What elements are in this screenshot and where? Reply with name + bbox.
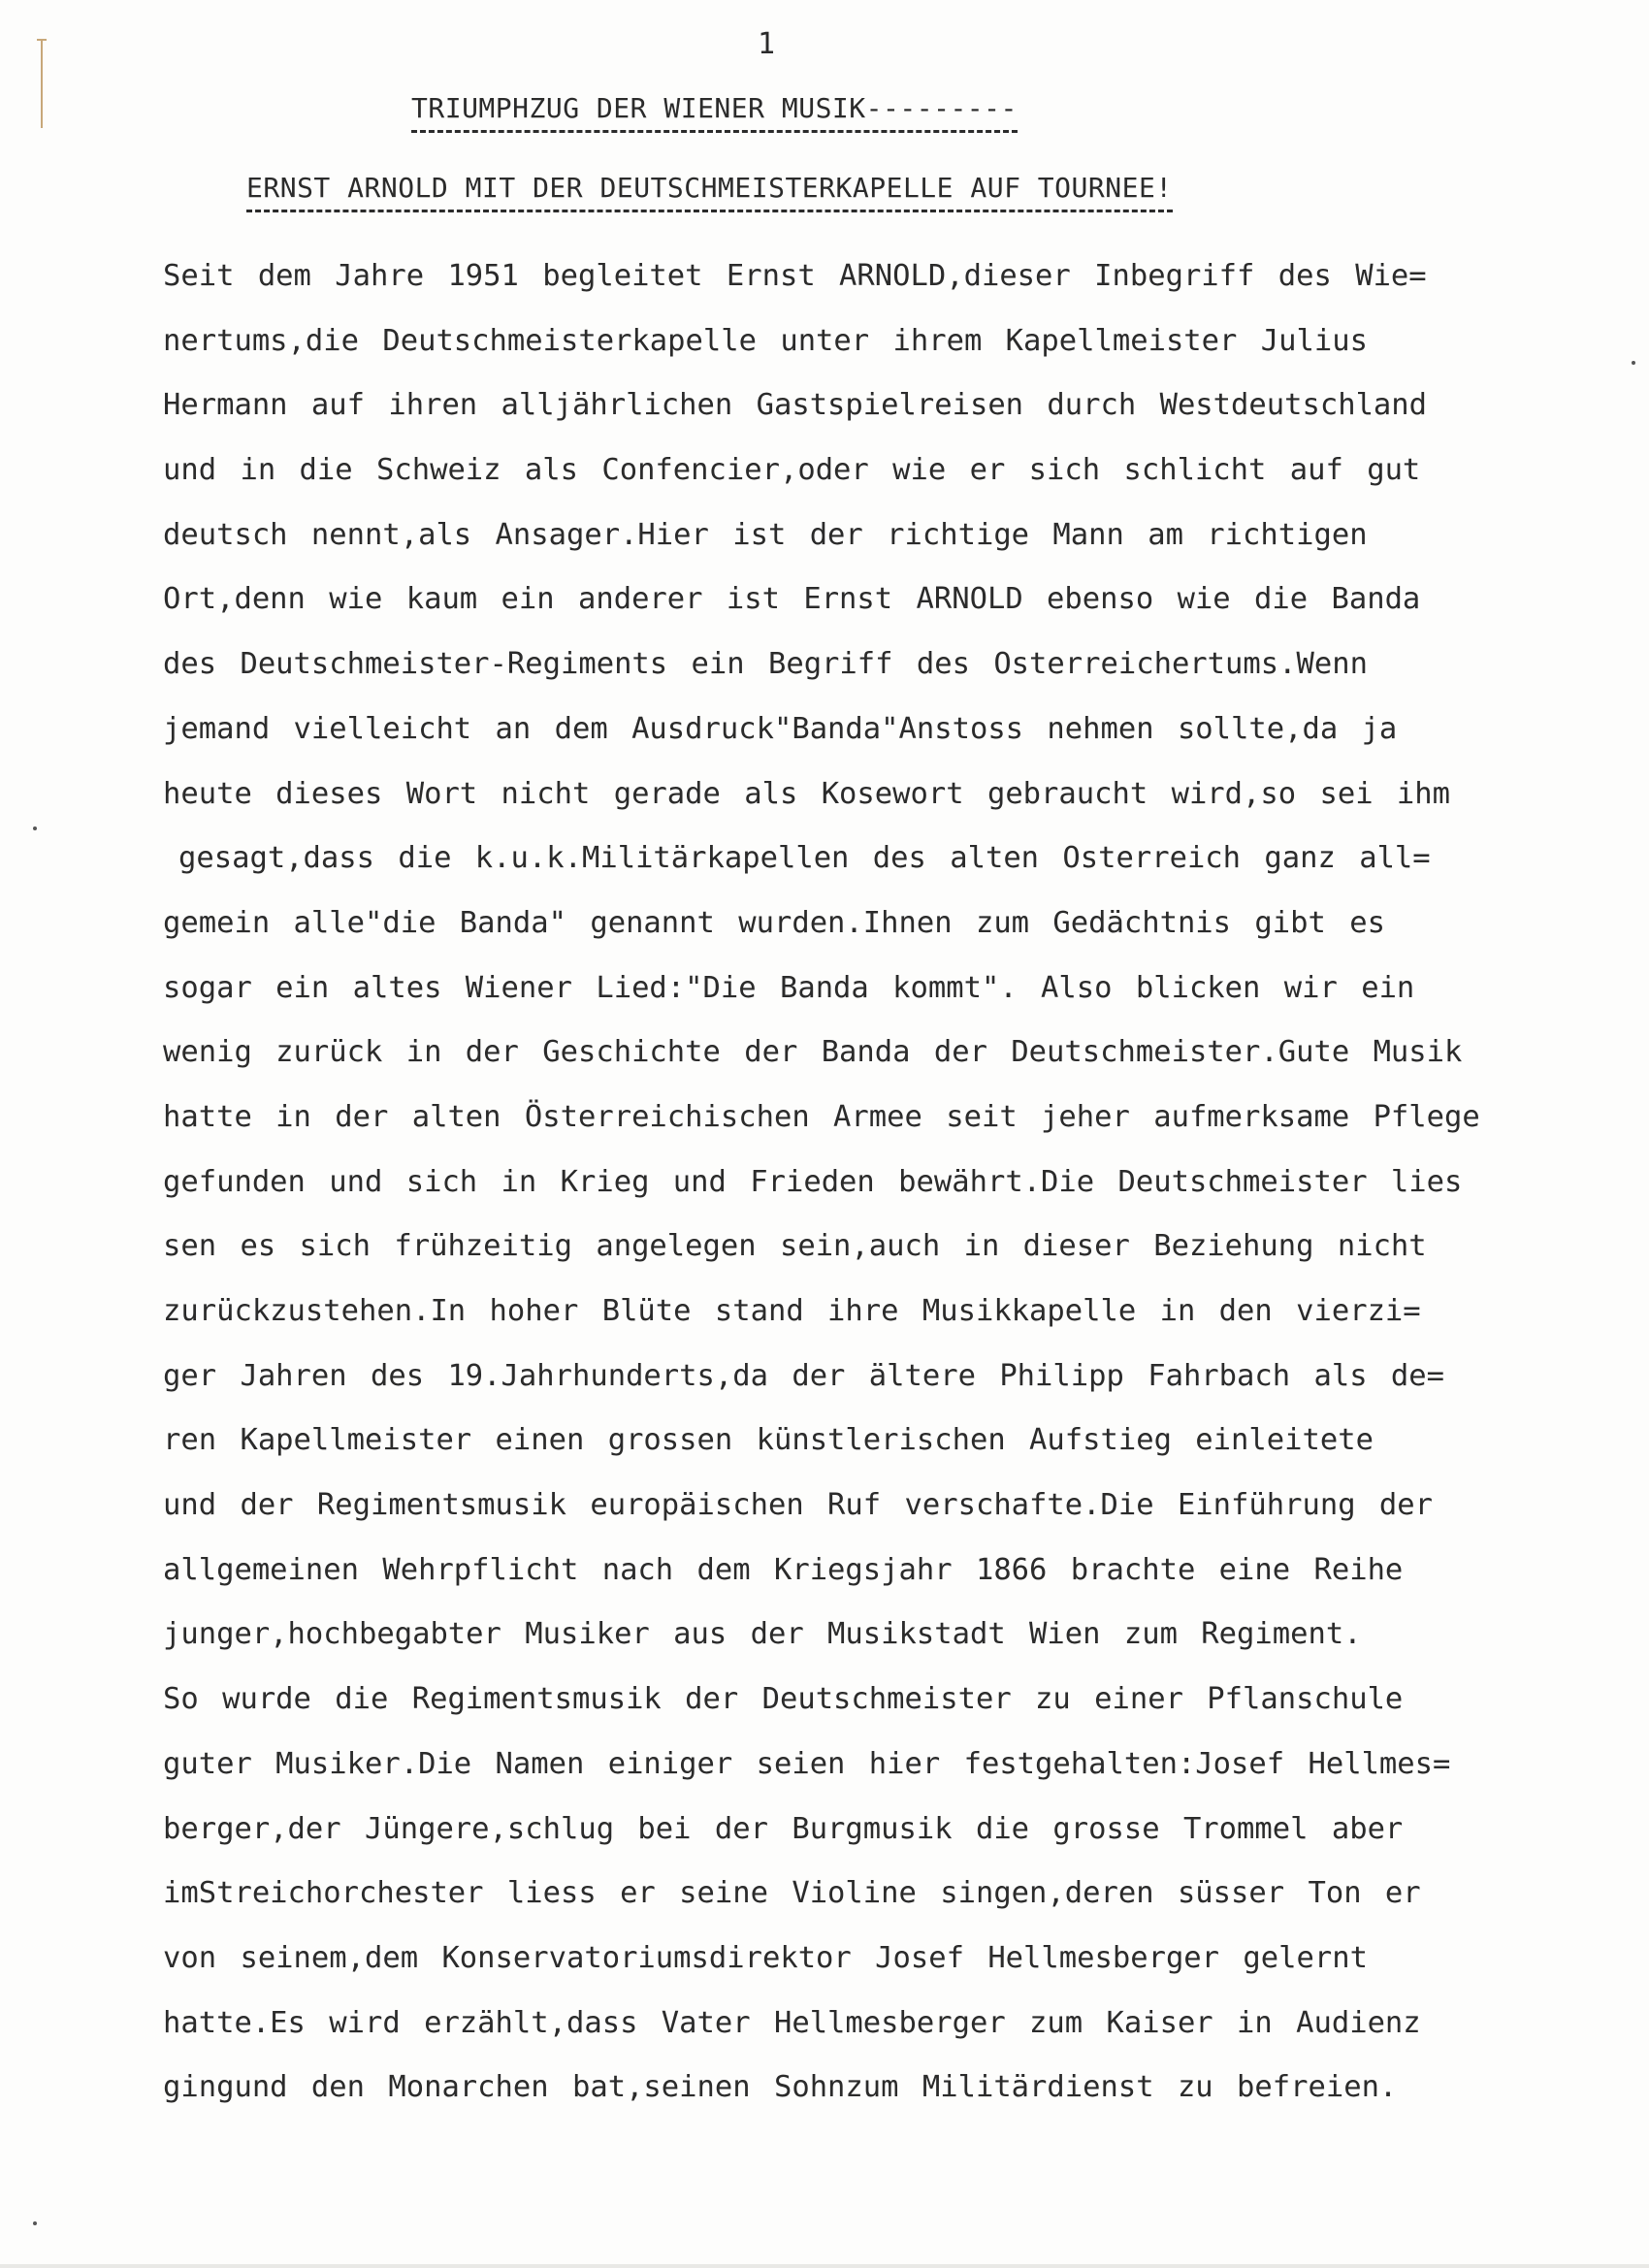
text-line: sogar ein altes Wiener Lied:"Die Banda kommt". Also blicken wir ein	[163, 970, 1415, 1005]
document-subtitle: ERNST ARNOLD MIT DER DEUTSCHMEISTERKAPELLE AUF TOURNEE!	[246, 169, 1173, 212]
text-line: hatte.Es wird erzählt,dass Vater Hellmesberger zum Kaiser in Audienz	[163, 2005, 1421, 2040]
text-line: und der Regimentsmusik europäischen Ruf verschafte.Die Einführung der	[163, 1488, 1434, 1523]
page-number: 1	[757, 27, 776, 61]
text-line: berger,der Jüngere,schlug bei der Burgmusik die grosse Trommel aber	[163, 1811, 1404, 1846]
text-line: junger,hochbegabter Musiker aus der Musikstadt Wien zum Regiment.	[163, 1617, 1362, 1652]
text-line: und in die Schweiz als Confencier,oder wie er sich schlicht auf gut	[163, 453, 1421, 488]
margin-pencil-mark	[41, 39, 54, 128]
paper-speck	[1632, 361, 1635, 365]
text-line: jemand vielleicht an dem Ausdruck"Banda"Anstoss nehmen sollte,da ja	[163, 711, 1398, 746]
text-line: des Deutschmeister-Regiments ein Begriff des Osterreichertums.Wenn	[163, 647, 1368, 682]
text-line: hatte in der alten Österreichischen Armee seit jeher aufmerksame Pflege	[163, 1099, 1480, 1134]
text-line: ren Kapellmeister einen grossen künstlerischen Aufstieg einleitete	[163, 1423, 1374, 1458]
document-title: TRIUMPHZUG DER WIENER MUSIK---------	[411, 89, 1018, 133]
text-line: heute dieses Wort nicht gerade als Kosewort gebraucht wird,so sei ihm	[163, 776, 1451, 811]
text-line: gesagt,dass die k.u.k.Militärkapellen des alten Osterreich ganz all=	[178, 841, 1431, 876]
text-line: Hermann auf ihren alljährlichen Gastspielreisen durch Westdeutschland	[163, 388, 1428, 423]
text-line: guter Musiker.Die Namen einiger seien hier festgehalten:Josef Hellmes=	[163, 1746, 1451, 1781]
text-line: sen es sich frühzeitig angelegen sein,auch in dieser Beziehung nicht	[163, 1229, 1427, 1264]
paper-speck	[33, 2221, 37, 2225]
text-line: zurückzustehen.In hoher Blüte stand ihre Musikkapelle in den vierzi=	[163, 1294, 1421, 1328]
paper-speck	[33, 826, 37, 830]
text-line: nertums,die Deutschmeisterkapelle unter ihrem Kapellmeister Julius	[163, 323, 1368, 358]
text-line: wenig zurück in der Geschichte der Banda der Deutschmeister.Gute Musik	[163, 1035, 1463, 1070]
text-line: imStreichorchester liess er seine Violine singen,deren süsser Ton er	[163, 1876, 1421, 1911]
text-line: von seinem,dem Konservatoriumsdirektor Josef Hellmesberger gelernt	[163, 1940, 1368, 1975]
text-line: gefunden und sich in Krieg und Frieden bewährt.Die Deutschmeister lies	[163, 1164, 1463, 1199]
text-line: ger Jahren des 19.Jahrhunderts,da der ältere Philipp Fahrbach als de=	[163, 1358, 1445, 1393]
text-line: So wurde die Regimentsmusik der Deutschmeister zu einer Pflanschule	[163, 1682, 1404, 1717]
text-line: gingund den Monarchen bat,seinen Sohnzum Militärdienst zu befreien.	[163, 2070, 1398, 2105]
page-bottom-edge	[0, 2264, 1649, 2268]
body-text	[163, 244, 1599, 2121]
text-line: Seit dem Jahre 1951 begleitet Ernst ARNOLD,dieser Inbegriff des Wie=	[163, 259, 1427, 293]
text-line: allgemeinen Wehrpflicht nach dem Kriegsjahr 1866 brachte eine Reihe	[163, 1552, 1404, 1587]
text-line: gemein alle"die Banda" genannt wurden.Ihnen zum Gedächtnis gibt es	[163, 905, 1385, 940]
text-line: Ort,denn wie kaum ein anderer ist Ernst ARNOLD ebenso wie die Banda	[163, 582, 1421, 617]
text-line: deutsch nennt,als Ansager.Hier ist der richtige Mann am richtigen	[163, 517, 1368, 552]
